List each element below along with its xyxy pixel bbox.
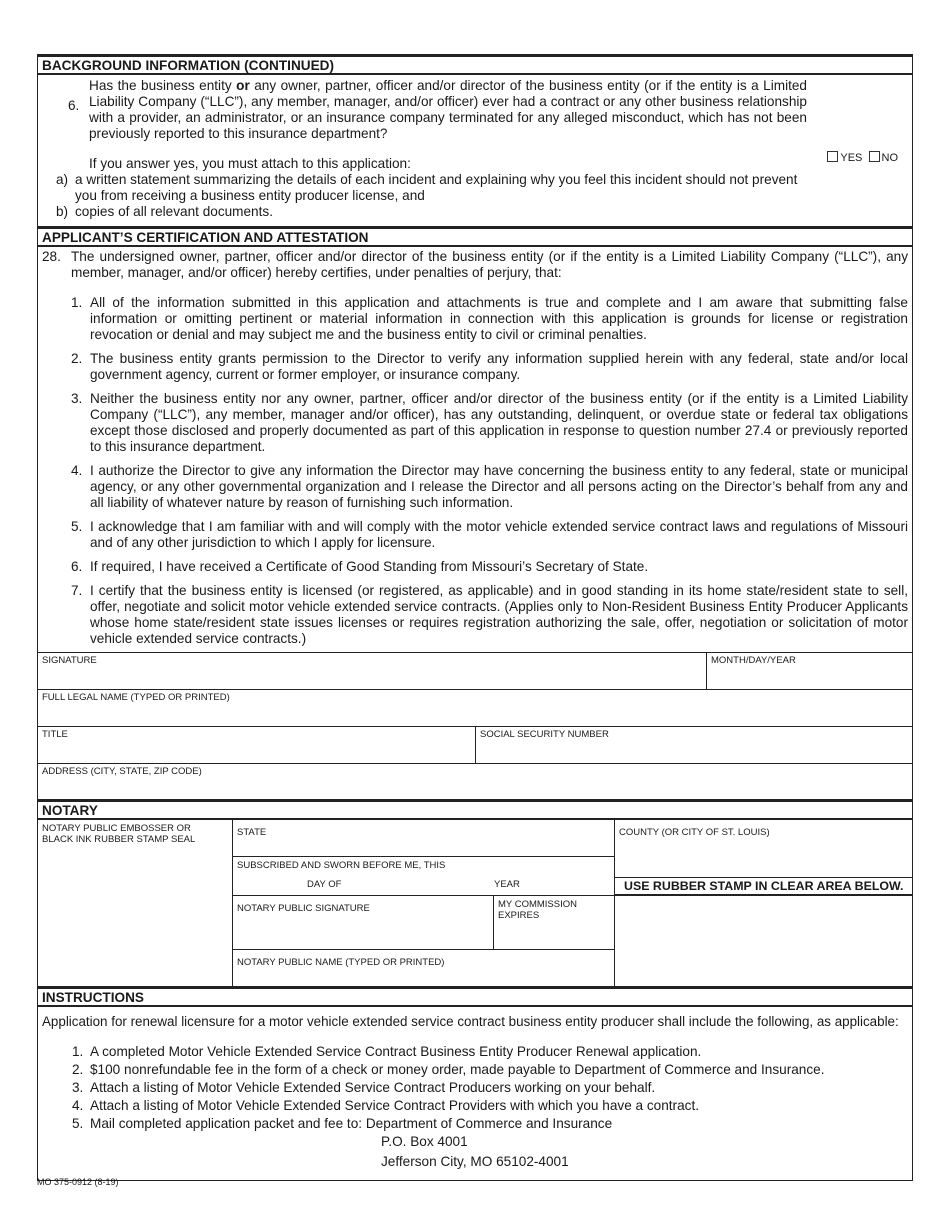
- notary-name-field[interactable]: NOTARY PUBLIC NAME (TYPED OR PRINTED): [237, 957, 445, 968]
- title-field[interactable]: TITLE: [38, 727, 476, 763]
- instructions-section-header: INSTRUCTIONS: [38, 986, 912, 1007]
- form-page: [37, 54, 913, 1181]
- instruction-item-4: 4. Attach a listing of Motor Vehicle Extended Service Contract Providers with which you have a contract.: [72, 1098, 699, 1113]
- mailing-address-line-3: Jefferson City, MO 65102-4001: [381, 1154, 569, 1169]
- mailing-address-line-2: P.O. Box 4001: [381, 1134, 468, 1149]
- instructions-intro: Application for renewal licensure for a motor vehicle extended service contract business entity producer shall include the following, as applicable:: [42, 1014, 899, 1029]
- instruction-item-1: 1. A completed Motor Vehicle Extended Service Contract Business Entity Producer Renewal application.: [72, 1044, 702, 1059]
- title-row: [38, 726, 912, 763]
- notary-right-column: [615, 820, 912, 986]
- county-field[interactable]: COUNTY (OR CITY OF ST. LOUIS): [619, 827, 770, 838]
- certification-body: [38, 247, 912, 647]
- if-yes-instruction: If you answer yes, you must attach to this application:: [89, 156, 411, 171]
- certification-item-3: 3. Neither the business entity nor any owner, partner, officer and/or director of the business entity (or if the entity is a Limited Liability Company (“LLC”), any member, manager and/or officer), has any outstanding, delinquent, or overdue state or federal tax obligations except those disclosed and properly documented as part of this application in response to question number 27.4 or previously reported to this insurance department.: [71, 391, 908, 454]
- commission-expires-field[interactable]: MY COMMISSION EXPIRES: [498, 899, 577, 921]
- certification-item-5: 5. I acknowledge that I am familiar with and will comply with the motor vehicle extended service contract laws and regulations of Missouri and of any other jurisdiction to which I apply for licensure.: [71, 519, 908, 550]
- instruction-item-3: 3. Attach a listing of Motor Vehicle Extended Service Contract Producers working on your behalf.: [72, 1080, 656, 1095]
- instruction-item-5: 5. Mail completed application packet and fee to: Department of Commerce and Insurance: [72, 1116, 613, 1131]
- certification-item-2: 2. The business entity grants permission to the Director to verify any information supplied herein with any federal, state and/or local government agency, current or former employer, or insurance company.: [71, 351, 908, 382]
- sub-item-a: a) a written statement summarizing the details of each incident and explaining why you feel this incident should not prevent you from receiving a business entity producer license, and: [56, 172, 798, 203]
- full-legal-name-field[interactable]: FULL LEGAL NAME (TYPED OR PRINTED): [42, 692, 230, 703]
- instructions-list: [42, 1044, 908, 1170]
- certification-item-4: 4. I authorize the Director to give any information the Director may have concerning the business entity to any federal, state or municipal agency, or any other governmental organization and I release the Director and all persons acting on the Director’s behalf from any and all liability of whatever nature by reason of furnishing such information.: [71, 463, 908, 510]
- rubber-stamp-note: USE RUBBER STAMP IN CLEAR AREA BELOW.: [615, 877, 912, 896]
- signature-field[interactable]: SIGNATURE: [38, 653, 707, 689]
- notary-seal-area: NOTARY PUBLIC EMBOSSER OR BLACK INK RUBBER STAMP SEAL: [38, 820, 233, 986]
- day-of-label: DAY OF: [307, 879, 342, 890]
- notary-subscribed-field[interactable]: SUBSCRIBED AND SWORN BEFORE ME, THIS DAY OF YEAR: [237, 860, 520, 890]
- date-field[interactable]: MONTH/DAY/YEAR: [711, 655, 796, 666]
- address-row: [38, 763, 912, 799]
- yes-checkbox[interactable]: [827, 151, 838, 162]
- address-field[interactable]: ADDRESS (CITY, STATE, ZIP CODE): [42, 766, 202, 777]
- question-6-text: Has the business entity or any owner, partner, officer and/or director of the business entity (or if the entity is a Limited Liability Company (“LLC”), any member, manager, and/or officer) ever had a contract or any other business relationship with a provider, an administrator, or an insurance company terminated for any alleged misconduct, which has not been previously reported to this insurance department?: [89, 78, 807, 141]
- notary-block: [38, 820, 912, 986]
- question-6-number: 6.: [68, 98, 80, 113]
- certification-item-1: 1. All of the information submitted in this application and attachments is true and complete and I am aware that submitting false information or omitting pertinent or material information in connection with this application is grounds for license or registration revocation or denial and may subject me and the business entity to civil or criminal penalties.: [71, 295, 908, 342]
- instructions-body: [38, 1007, 912, 1181]
- notary-section-header: NOTARY: [38, 799, 912, 820]
- no-checkbox[interactable]: [869, 151, 880, 162]
- question-6: [38, 75, 912, 226]
- notary-middle-column: [233, 820, 615, 986]
- instruction-item-2: 2. $100 nonrefundable fee in the form of a check or money order, made payable to Department of Commerce and Insurance.: [72, 1062, 825, 1077]
- notary-signature-row: [233, 895, 614, 950]
- certification-item-6: 6. If required, I have received a Certificate of Good Standing from Missouri’s Secretary of State.: [71, 559, 649, 574]
- notary-signature-field[interactable]: NOTARY PUBLIC SIGNATURE: [233, 896, 494, 949]
- signature-row: [38, 652, 912, 689]
- notary-state-field[interactable]: STATE: [233, 820, 614, 857]
- yes-label: YES: [840, 152, 863, 164]
- background-section-header: BACKGROUND INFORMATION (CONTINUED): [38, 54, 912, 75]
- full-name-row: [38, 689, 912, 726]
- rubber-stamp-area: [615, 896, 912, 986]
- certification-section-header: APPLICANT’S CERTIFICATION AND ATTESTATION: [38, 226, 912, 247]
- year-label: YEAR: [494, 879, 520, 890]
- form-number: MO 375-0912 (8-19): [37, 1177, 119, 1187]
- no-label: NO: [881, 152, 898, 164]
- yes-no-group: [827, 150, 898, 166]
- certification-item-7: 7. I certify that the business entity is licensed (or registered, as applicable) and in good standing in its home state/resident state to sell, offer, negotiate and solicit motor vehicle extended service contracts. (Applies only to Non-Resident Business Entity Producer Applicants whose home state/resident state issues licenses or requires registration authorizing the sale, offer, negotiation or solicitation of motor vehicle extended service contracts.): [71, 583, 908, 646]
- certification-intro: 28. The undersigned owner, partner, officer and/or director of the business entity (or if the entity is a Limited Liability Company (“LLC”), any member, manager, and/or officer) hereby certifies, under penalties of perjury, that:: [42, 249, 908, 280]
- ssn-field[interactable]: SOCIAL SECURITY NUMBER: [480, 729, 609, 740]
- question-6-bold-or: or: [236, 78, 250, 93]
- sub-item-b: b) copies of all relevant documents.: [56, 204, 273, 219]
